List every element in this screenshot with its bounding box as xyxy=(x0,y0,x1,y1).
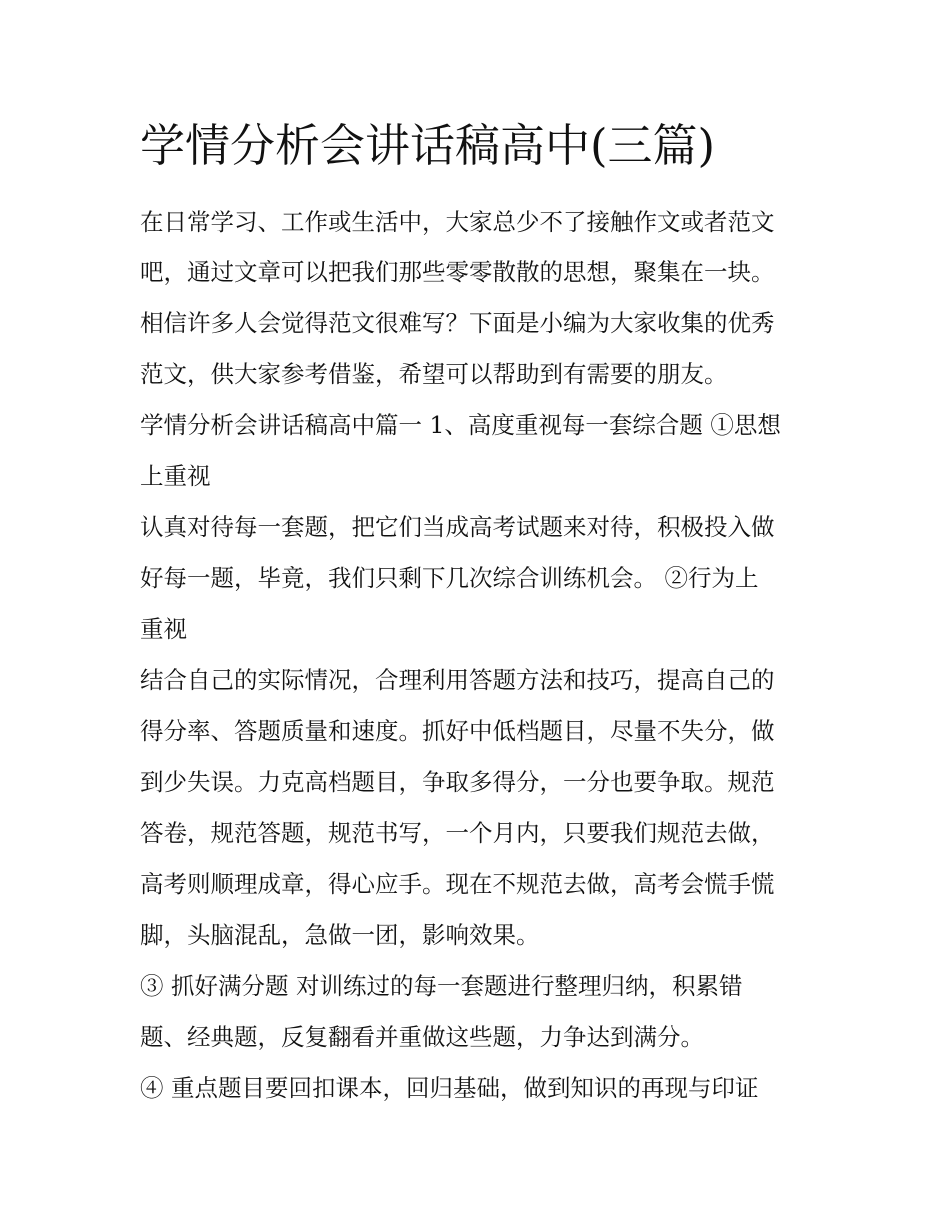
text-line: ④ 重点题目要回扣课本，回归基础，做到知识的再现与印证 xyxy=(140,1074,759,1102)
text-line: 认真对待每一套题，把它们当成高考试题来对待，积极投入做 xyxy=(140,513,775,541)
text-line: 高考则顺理成章，得心应手。现在不规范去做，高考会慌手慌 xyxy=(140,870,775,898)
text-line: 脚，头脑混乱，急做一团，影响效果。 xyxy=(140,921,540,949)
text-line: 吧，通过文章可以把我们那些零零散散的思想，聚集在一块。 xyxy=(140,258,775,286)
text-line: 在日常学习、工作或生活中，大家总少不了接触作文或者范文 xyxy=(140,208,775,236)
text-line: 上重视 xyxy=(140,462,211,490)
text-line: 到少失误。力克高档题目，争取多得分，一分也要争取。规范 xyxy=(140,768,775,796)
text-line: 学情分析会讲话稿高中篇一 1、高度重视每一套综合题 ①思想 xyxy=(140,411,781,439)
text-line: 范文，供大家参考借鉴，希望可以帮助到有需要的朋友。 xyxy=(140,360,728,388)
text-line: 相信许多人会觉得范文很难写？下面是小编为大家收集的优秀 xyxy=(140,309,775,337)
text-line: ③ 抓好满分题 对训练过的每一套题进行整理归纳，积累错 xyxy=(140,972,743,1000)
text-line: 题、经典题，反复翻看并重做这些题，力争达到满分。 xyxy=(140,1023,704,1051)
text-line: 答卷，规范答题，规范书写，一个月内，只要我们规范去做， xyxy=(140,819,775,847)
text-line: 重视 xyxy=(140,615,187,643)
text-line: 得分率、答题质量和速度。抓好中低档题目，尽量不失分，做 xyxy=(140,717,775,745)
text-line: 结合自己的实际情况，合理利用答题方法和技巧，提高自己的 xyxy=(140,666,775,694)
text-line: 好每一题，毕竟，我们只剩下几次综合训练机会。 ②行为上 xyxy=(140,564,759,592)
document-title: 学情分析会讲话稿高中(三篇) xyxy=(140,119,716,172)
